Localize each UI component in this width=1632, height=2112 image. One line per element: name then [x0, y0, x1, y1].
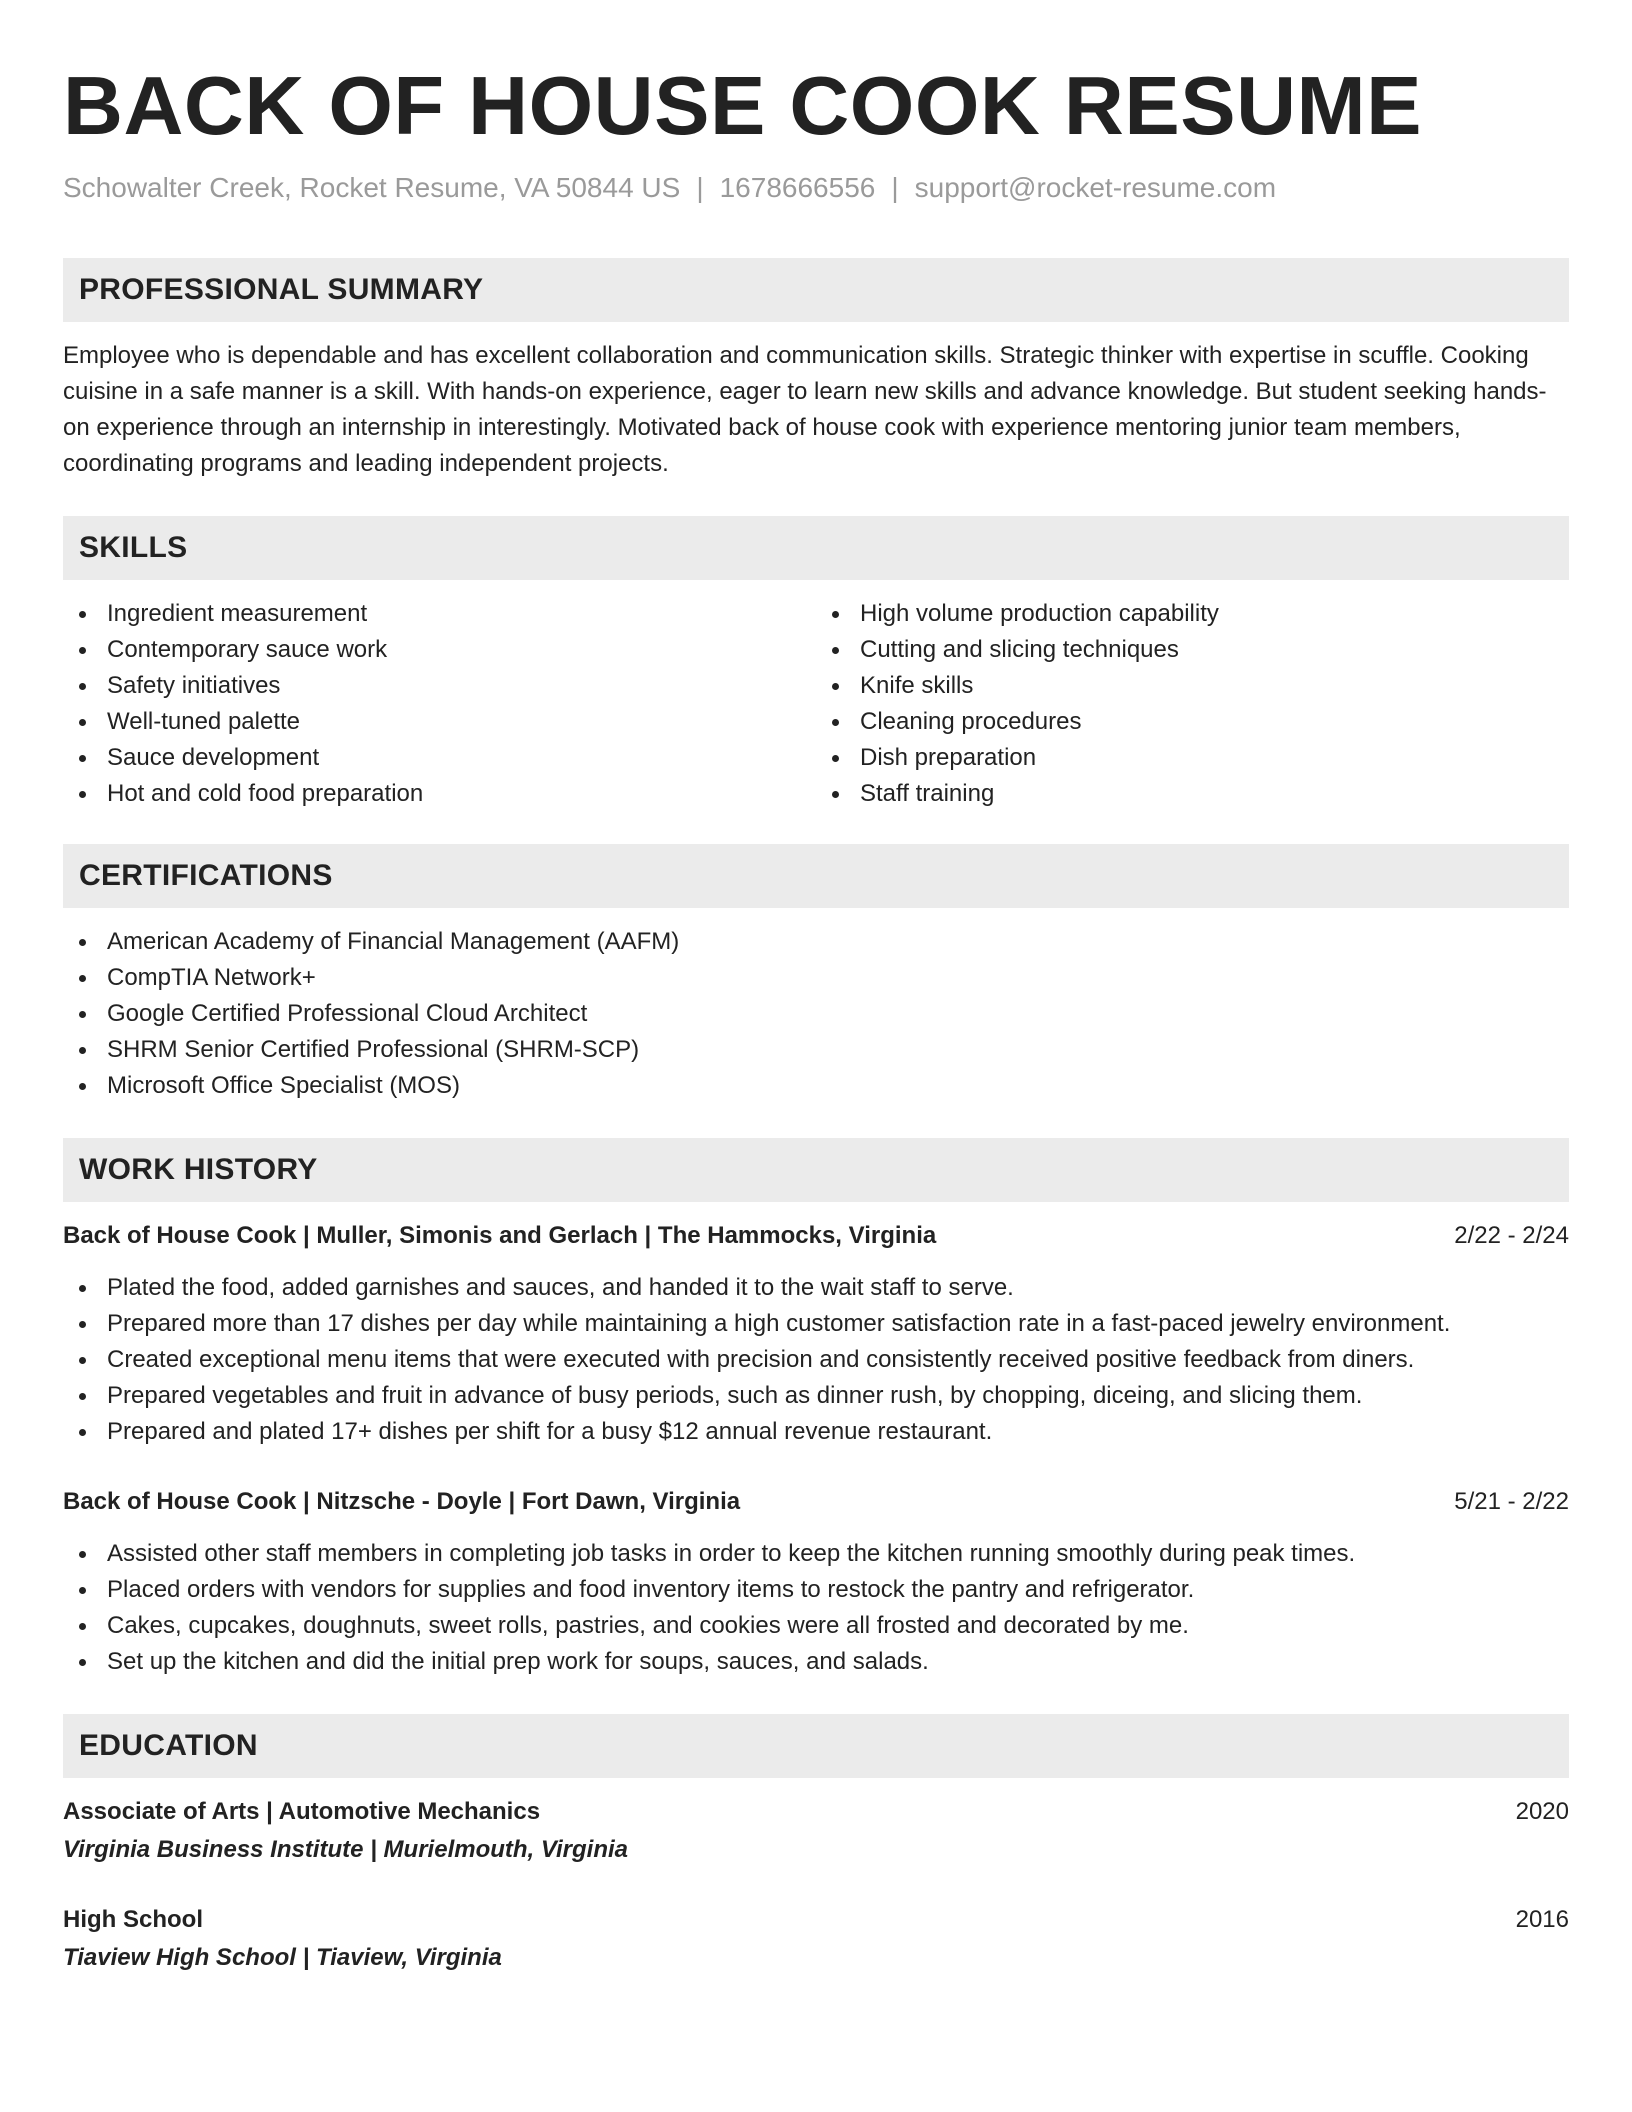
skill-item: Hot and cold food preparation [63, 776, 816, 812]
skills-grid [63, 596, 1569, 812]
contact-email: support@rocket-resume.com [914, 172, 1277, 203]
certification-item: SHRM Senior Certified Professional (SHRM-SCP) [63, 1032, 1569, 1068]
job-bullet: Prepared and plated 17+ dishes per shift for a busy $12 annual revenue restaurant. [63, 1414, 1569, 1450]
skill-item: Staff training [816, 776, 1569, 812]
certification-item: Google Certified Professional Cloud Architect [63, 996, 1569, 1032]
skill-item: Cutting and slicing techniques [816, 632, 1569, 668]
skill-item: Dish preparation [816, 740, 1569, 776]
certification-item: American Academy of Financial Management (AAFM) [63, 924, 1569, 960]
job-title: Back of House Cook | Muller, Simonis and Gerlach | The Hammocks, Virginia [63, 1222, 937, 1249]
job-bullet: Created exceptional menu items that were executed with precision and consistently received positive feedback from diners. [63, 1342, 1569, 1378]
contact-phone: 1678666556 [719, 172, 876, 203]
skill-item: Sauce development [63, 740, 816, 776]
skills-list-left [63, 596, 816, 812]
summary-heading: PROFESSIONAL SUMMARY [63, 258, 1569, 322]
summary-section [63, 258, 1569, 482]
job-bullet: Placed orders with vendors for supplies and food inventory items to restock the pantry and refrigerator. [63, 1572, 1569, 1608]
contact-separator: | [696, 172, 704, 203]
education-header [63, 1794, 1569, 1830]
job-dates: 5/21 - 2/22 [1454, 1488, 1569, 1515]
education-school: Tiaview High School | Tiaview, Virginia [63, 1944, 502, 1971]
education-degree: High School [63, 1906, 203, 1933]
education-heading: EDUCATION [63, 1714, 1569, 1778]
job-bullets [63, 1536, 1569, 1680]
job-bullet: Prepared more than 17 dishes per day while maintaining a high customer satisfaction rate in a fast-paced jewelry environment. [63, 1306, 1569, 1342]
job-bullets [63, 1270, 1569, 1450]
job-title: Back of House Cook | Nitzsche - Doyle | Fort Dawn, Virginia [63, 1488, 741, 1515]
skills-section [63, 516, 1569, 812]
education-entry [63, 1902, 1569, 1976]
job-entry [63, 1484, 1569, 1680]
certifications-heading: CERTIFICATIONS [63, 844, 1569, 908]
education-year: 2016 [1515, 1906, 1569, 1933]
job-bullet: Cakes, cupcakes, doughnuts, sweet rolls, pastries, and cookies were all frosted and decorated by me. [63, 1608, 1569, 1644]
job-bullet: Set up the kitchen and did the initial prep work for soups, sauces, and salads. [63, 1644, 1569, 1680]
job-bullet: Plated the food, added garnishes and sauces, and handed it to the wait staff to serve. [63, 1270, 1569, 1306]
job-header [63, 1484, 1569, 1520]
skill-item: High volume production capability [816, 596, 1569, 632]
summary-text: Employee who is dependable and has excellent collaboration and communication skills. Strategic thinker with expertise in scuffle. Cooking cuisine in a safe manner is a skill. With hands-on experience, eager to learn new skills and advance knowledge. But student seeking hands-on experience through an internship in interestingly. Motivated back of house cook with experience mentoring junior team members, coordinating programs and leading independent projects. [63, 342, 1547, 477]
skill-item: Ingredient measurement [63, 596, 816, 632]
certification-item: CompTIA Network+ [63, 960, 1569, 996]
skill-item: Cleaning procedures [816, 704, 1569, 740]
contact-line [63, 170, 1569, 206]
job-dates: 2/22 - 2/24 [1454, 1222, 1569, 1249]
job-bullet: Prepared vegetables and fruit in advance of busy periods, such as dinner rush, by chopping, diceing, and slicing them. [63, 1378, 1569, 1414]
work-history-section [63, 1138, 1569, 1680]
certifications-section [63, 844, 1569, 1104]
skill-item: Knife skills [816, 668, 1569, 704]
certification-item: Microsoft Office Specialist (MOS) [63, 1068, 1569, 1104]
education-entry [63, 1794, 1569, 1868]
work-history-heading: WORK HISTORY [63, 1138, 1569, 1202]
skill-item: Contemporary sauce work [63, 632, 816, 668]
skill-item: Safety initiatives [63, 668, 816, 704]
education-school: Virginia Business Institute | Murielmouth, Virginia [63, 1836, 629, 1863]
education-header [63, 1902, 1569, 1938]
certifications-list [63, 924, 1569, 1104]
education-year: 2020 [1515, 1798, 1569, 1825]
education-degree: Associate of Arts | Automotive Mechanics [63, 1798, 541, 1825]
job-entry [63, 1218, 1569, 1450]
skills-list-right [816, 596, 1569, 812]
job-header [63, 1218, 1569, 1254]
skill-item: Well-tuned palette [63, 704, 816, 740]
education-section [63, 1714, 1569, 1976]
contact-address: Schowalter Creek, Rocket Resume, VA 50844 US [63, 172, 681, 203]
job-bullet: Assisted other staff members in completing job tasks in order to keep the kitchen running smoothly during peak times. [63, 1536, 1569, 1572]
skills-heading: SKILLS [63, 516, 1569, 580]
contact-separator: | [891, 172, 899, 203]
resume-title: BACK OF HOUSE COOK RESUME [63, 59, 1423, 152]
